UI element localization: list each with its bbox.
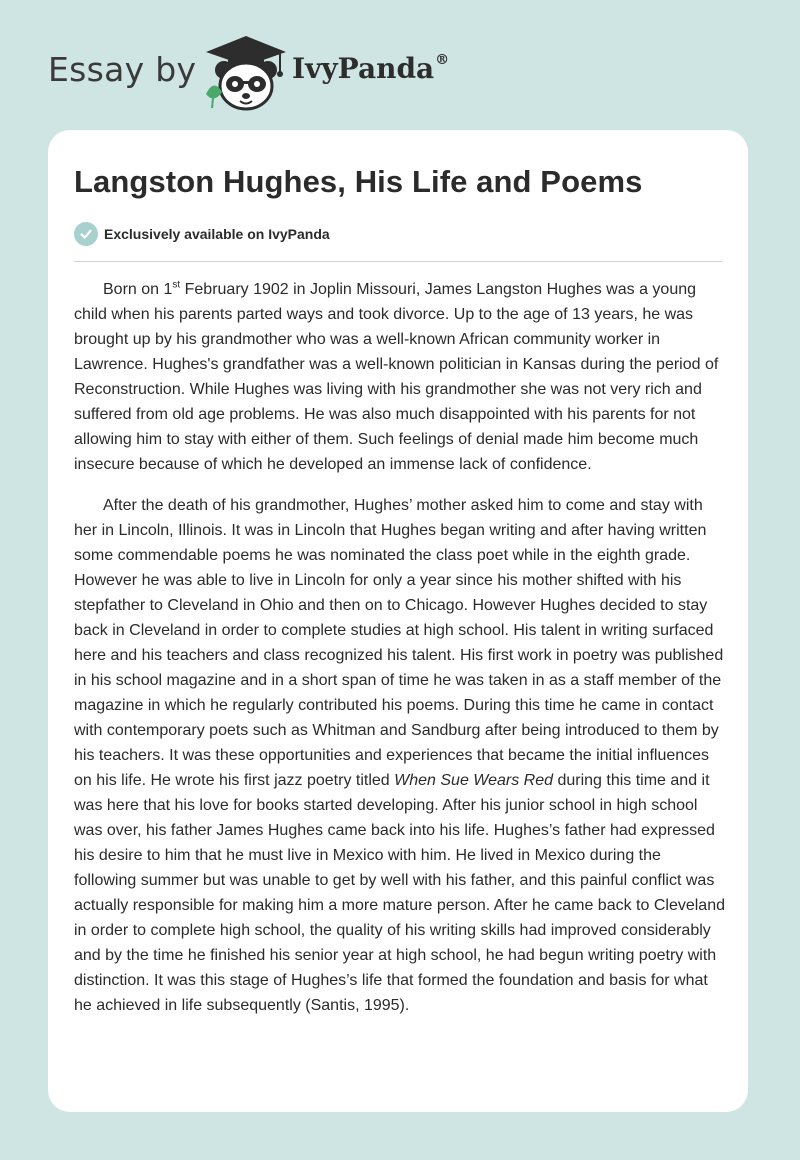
paragraph-1: Born on 1st February 1902 in Joplin Missouri, James Langston Hughes was a young child when his parents parted ways and took divorce. Up to the age of 13 years, he was brought up by his grandmother who was a well-known African community worker in Lawrence. Hughes's grandfather was a well-known politician in Kansas during the period of Reconstruction. While Hughes was living with his grandmother she was not very rich and suffered from old age problems. He was also much disappointed with his parents for not allowing him to stay with either of them. Such feelings of denial made him become much insecure because of which he developed an immense lack of confidence. xyxy=(74,279,719,473)
divider xyxy=(74,261,722,262)
badge-label: Exclusively available on IvyPanda xyxy=(104,226,330,242)
brand-name[interactable]: IvyPanda® xyxy=(292,52,450,85)
essay-by-label: Essay by xyxy=(48,50,197,89)
check-circle-icon xyxy=(74,222,98,246)
essay-card xyxy=(48,130,748,1112)
exclusive-badge xyxy=(74,221,330,247)
essay-title: Langston Hughes, His Life and Poems xyxy=(74,164,643,199)
panda-logo-icon[interactable] xyxy=(200,34,292,112)
poem-title: When Sue Wears Red xyxy=(394,772,554,789)
registered-mark: ® xyxy=(435,52,450,68)
site-header xyxy=(0,0,800,130)
essay-body xyxy=(74,277,726,1034)
paragraph-2: After the death of his grandmother, Hughes’ mother asked him to come and stay with her in Lincoln, Illinois. It was in Lincoln that Hughes began writing and after having written some commendable poems he was nominated the class poet while in the eighth grade. However he was able to live in Lincoln for only a year since his mother shifted with his stepfather to Cleveland in Ohio and then on to Chicago. However Hughes decided to stay back in Cleveland in order to complete studies at high school. His talent in writing surfaced here and his teachers and class recognized his talent. His first work in poetry was published in his school magazine and in a short span of time he was taken in as a staff member of the magazine in which he regularly contributed his poems. During this time he came in contact with contemporary poets such as Whitman and Sandburg after being introduced to them by his teachers. It was these opportunities and experiences that became the initial influences on his life. He wrote his first jazz poetry titled When Sue Wears Red during this time and it was here that his love for books started developing. After his junior school in high school was over, his father James Hughes came back into his life. Hughes’s father had expressed his desire to him that he must live in Mexico with him. He lived in Mexico during the following summer but was unable to get by well with his father, and this painful conflict was actually responsible for making him a more mature person. After he came back to Cleveland in order to complete high school, the quality of his writing skills had improved considerably and by the time he finished his senior year at high school, he had begun writing poetry with distinction. It was this stage of Hughes’s life that formed the foundation and basis for what he achieved in life subsequently (Santis, 1995). xyxy=(74,497,725,1014)
